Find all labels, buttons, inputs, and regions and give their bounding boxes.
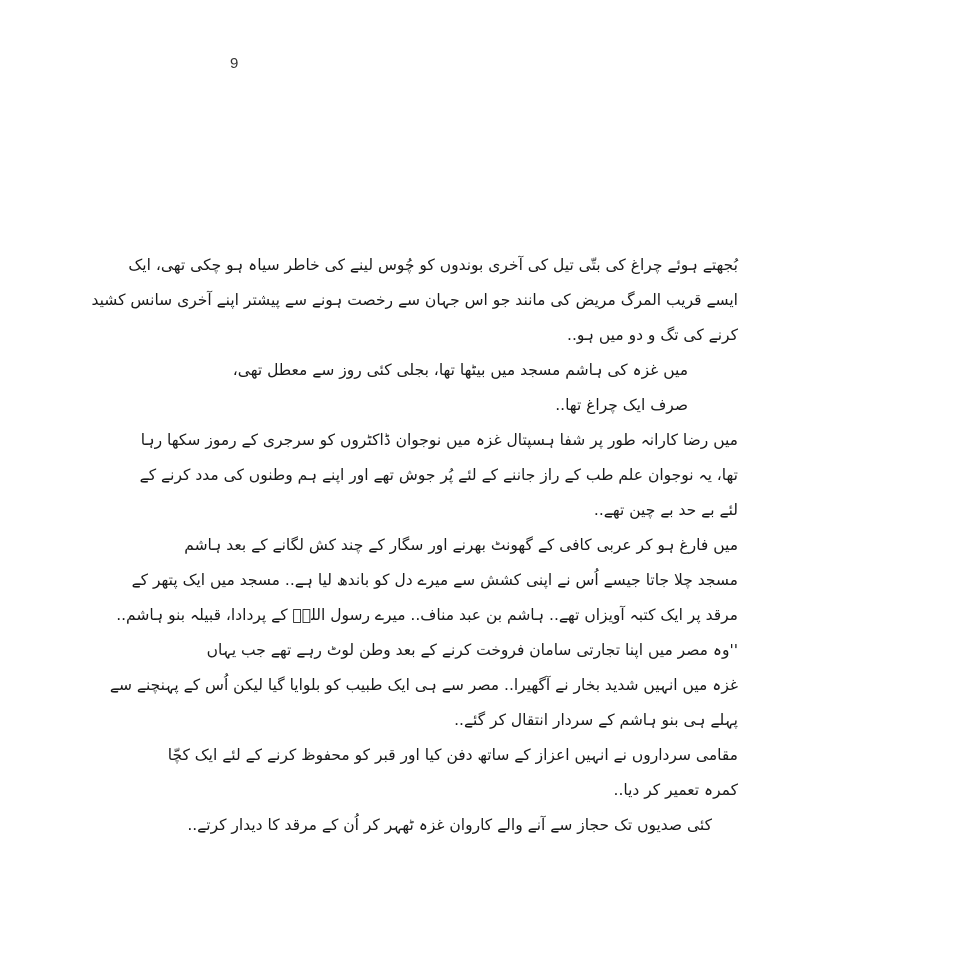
- text-line: ایسے قریب المرگ مریض کی مانند جو اس جہان سے رخصت ہونے سے پیشتر اپنے آخری سانس کشید: [91, 291, 738, 309]
- text-line: صرف ایک چراغ تھا..: [555, 396, 688, 414]
- text-line: میں رضا کارانہ طور پر شفا ہسپتال غزہ میں نوجوان ڈاکٹروں کو سرجری کے رموز سکھا رہا: [140, 431, 738, 449]
- urdu-text-block: [91, 248, 738, 843]
- text-line: بُجھتے ہوئے چراغ کی بتّی تیل کی آخری بوندوں کو چُوس لینے کی خاطر سیاہ ہو چکی تھی، ایک: [128, 256, 738, 274]
- text-line: ''وہ مصر میں اپنا تجارتی سامان فروخت کرنے کے بعد وطن لوٹ رہے تھے جب یہاں: [206, 641, 738, 659]
- text-line: پہلے ہی بنو ہاشم کے سردار انتقال کر گئے..: [454, 711, 738, 729]
- text-line: کمرہ تعمیر کر دیا..: [613, 781, 738, 799]
- text-line: میں فارغ ہو کر عربی کافی کے گھونٹ بھرنے اور سگار کے چند کش لگانے کے بعد ہاشم: [184, 536, 738, 554]
- text-line: تھا، یہ نوجوان علم طب کے راز جاننے کے لئے پُر جوش تھے اور اپنے ہم وطنوں کی مدد کرنے کے: [139, 466, 738, 484]
- text-line: مرقد پر ایک کتبہ آویزاں تھے.. ہاشم بن عبد مناف.. میرے رسول اللہؐ کے پردادا، قبیلہ بنو ہاشم..: [116, 606, 738, 624]
- text-line: مسجد چلا جاتا جیسے اُس نے اپنی کشش سے میرے دل کو باندھ لیا ہے.. مسجد میں ایک پتھر کے: [131, 571, 738, 589]
- text-line: کرنے کی تگ و دو میں ہو..: [567, 326, 738, 344]
- text-line: لئے بے حد بے چین تھے..: [593, 501, 738, 519]
- text-line: میں غزہ کی ہاشم مسجد میں بیٹھا تھا، بجلی کئی روز سے معطل تھی،: [232, 361, 688, 379]
- page-number: 9: [230, 55, 239, 72]
- text-line: کئی صدیوں تک حجاز سے آنے والے کاروان غزہ ٹھہر کر اُن کے مرقد کا دیدار کرتے..: [187, 816, 712, 834]
- text-line: غزہ میں انہیں شدید بخار نے آگھیرا.. مصر سے ہی ایک طبیب کو بلوایا گیا لیکن اُس کے پہنچنے سے: [109, 676, 738, 694]
- text-line: مقامی سرداروں نے انہیں اعزاز کے ساتھ دفن کیا اور قبر کو محفوظ کرنے کے لئے ایک کچّا: [167, 746, 738, 764]
